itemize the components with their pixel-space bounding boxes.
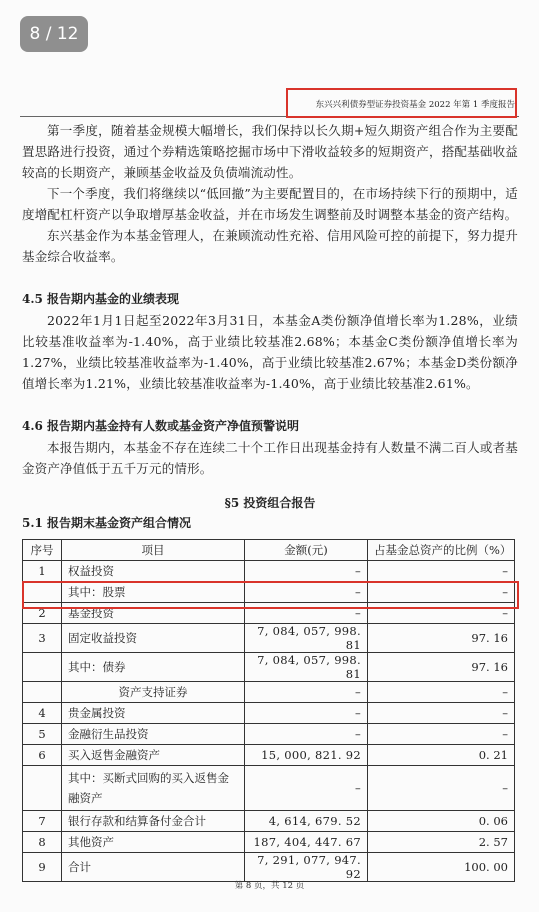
cell-item: 资产支持证券 [62, 682, 245, 703]
cell-amount: – [245, 561, 368, 582]
cell-item: 基金投资 [62, 603, 245, 624]
cell-amount: – [245, 582, 368, 603]
cell-amount: 4, 614, 679. 52 [245, 811, 368, 832]
cell-item: 合计 [62, 853, 245, 882]
page-indicator: 8 / 12 [20, 16, 88, 52]
cell-seq: 8 [23, 832, 62, 853]
cell-ratio: – [368, 603, 515, 624]
table-row [23, 853, 515, 882]
cell-seq: 7 [23, 811, 62, 832]
cell-ratio: 97. 16 [368, 653, 515, 682]
paragraph: 东兴基金作为本基金管理人，在兼顾流动性充裕、信用风险可控的前提下，努力提升基金综合收益率。 [22, 228, 518, 264]
cell-ratio: – [368, 561, 515, 582]
table-row [23, 724, 515, 745]
cell-ratio: 0. 21 [368, 745, 515, 766]
col-header-seq: 序号 [23, 540, 62, 561]
cell-amount: – [245, 724, 368, 745]
cell-item: 金融衍生品投资 [62, 724, 245, 745]
cell-amount: 15, 000, 821. 92 [245, 745, 368, 766]
table-row [23, 561, 515, 582]
cell-seq: 3 [23, 624, 62, 653]
report-header: 东兴兴利债券型证券投资基金 2022 年第 1 季度报告 [315, 100, 515, 110]
cell-ratio: 100. 00 [368, 853, 515, 882]
cell-item: 其中：债券 [62, 653, 245, 682]
section-4-5-body: 2022年1月1日起至2022年3月31日，本基金A类份额净值增长率为1.28%，业绩比较基准收益率为-1.40%，高于业绩比较基准2.68%；本基金C类份额净值增长率为1.27%，业绩比较基准收益率为-1.40%，高于业绩比较基准2.67%；本基金D类份额净值增长率为1.21%，业绩比较基准收益率为-1.40%，高于业绩比较基准2.61%。 [22, 313, 518, 391]
cell-ratio: – [368, 703, 515, 724]
table-row [23, 653, 515, 682]
cell-item: 固定收益投资 [62, 624, 245, 653]
cell-amount: 7, 084, 057, 998. 81 [245, 624, 368, 653]
paragraph: 第一季度，随着基金规模大幅增长，我们保持以长久期+短久期资产组合作为主要配置思路进行投资，通过个券精选策略挖掘市场中下滑收益较多的短期资产，搭配基础收益较高的长期资产，兼顾基金收益及负债端流动性。 [22, 123, 518, 180]
cell-amount: 187, 404, 447. 67 [245, 832, 368, 853]
cell-amount: – [245, 703, 368, 724]
header-highlight-box [286, 88, 517, 118]
cell-ratio: – [368, 766, 515, 811]
section-4-6-title: 4.6 报告期内基金持有人数或基金资产净值预警说明 [22, 419, 300, 433]
col-header-item: 项目 [62, 540, 245, 561]
cell-item: 银行存款和结算备付金合计 [62, 811, 245, 832]
cell-amount: 7, 084, 057, 998. 81 [245, 653, 368, 682]
cell-seq: 4 [23, 703, 62, 724]
cell-ratio: – [368, 724, 515, 745]
cell-amount: – [245, 603, 368, 624]
cell-amount: – [245, 682, 368, 703]
cell-seq: 2 [23, 603, 62, 624]
table-row [23, 703, 515, 724]
cell-seq: 1 [23, 561, 62, 582]
cell-amount: 7, 291, 077, 947. 92 [245, 853, 368, 882]
cell-seq [23, 766, 62, 811]
cell-item: 其中：买断式回购的买入返售金融资产 [62, 766, 245, 811]
table-header-row [23, 540, 515, 561]
cell-item: 权益投资 [62, 561, 245, 582]
cell-ratio: 0. 06 [368, 811, 515, 832]
cell-ratio: – [368, 582, 515, 603]
section-4-5-title: 4.5 报告期内基金的业绩表现 [22, 292, 180, 306]
table-row [23, 682, 515, 703]
col-header-ratio: 占基金总资产的比例（%） [368, 540, 515, 561]
report-body [22, 120, 518, 534]
cell-seq [23, 653, 62, 682]
cell-item: 其他资产 [62, 832, 245, 853]
cell-item: 其中：股票 [62, 582, 245, 603]
cell-item: 买入返售金融资产 [62, 745, 245, 766]
section-5-title: §5 投资组合报告 [224, 496, 316, 510]
page-footer: 第 8 页，共 12 页 [234, 881, 305, 891]
cell-item: 贵金属投资 [62, 703, 245, 724]
stock-row-highlight-box [22, 581, 519, 609]
col-header-amount: 金额(元) [245, 540, 368, 561]
table-row [23, 766, 515, 811]
cell-amount: – [245, 766, 368, 811]
table-row [23, 745, 515, 766]
cell-ratio: 97. 16 [368, 624, 515, 653]
table-row [23, 624, 515, 653]
cell-seq [23, 682, 62, 703]
cell-ratio: – [368, 682, 515, 703]
paragraph: 下一个季度，我们将继续以“低回撤”为主要配置目的，在市场持续下行的预期中，适度增配杠杆资产以争取增厚基金收益，并在市场发生调整前及时调整本基金的资产结构。 [22, 186, 518, 222]
section-5-1-title: 5.1 报告期末基金资产组合情况 [22, 516, 192, 530]
cell-seq: 5 [23, 724, 62, 745]
cell-seq: 6 [23, 745, 62, 766]
cell-ratio: 2. 57 [368, 832, 515, 853]
section-4-6-body: 本报告期内，本基金不存在连续二十个工作日出现基金持有人数量不满二百人或者基金资产净值低于五千万元的情形。 [22, 440, 518, 476]
cell-seq: 9 [23, 853, 62, 882]
table-row [23, 832, 515, 853]
table-row [23, 811, 515, 832]
